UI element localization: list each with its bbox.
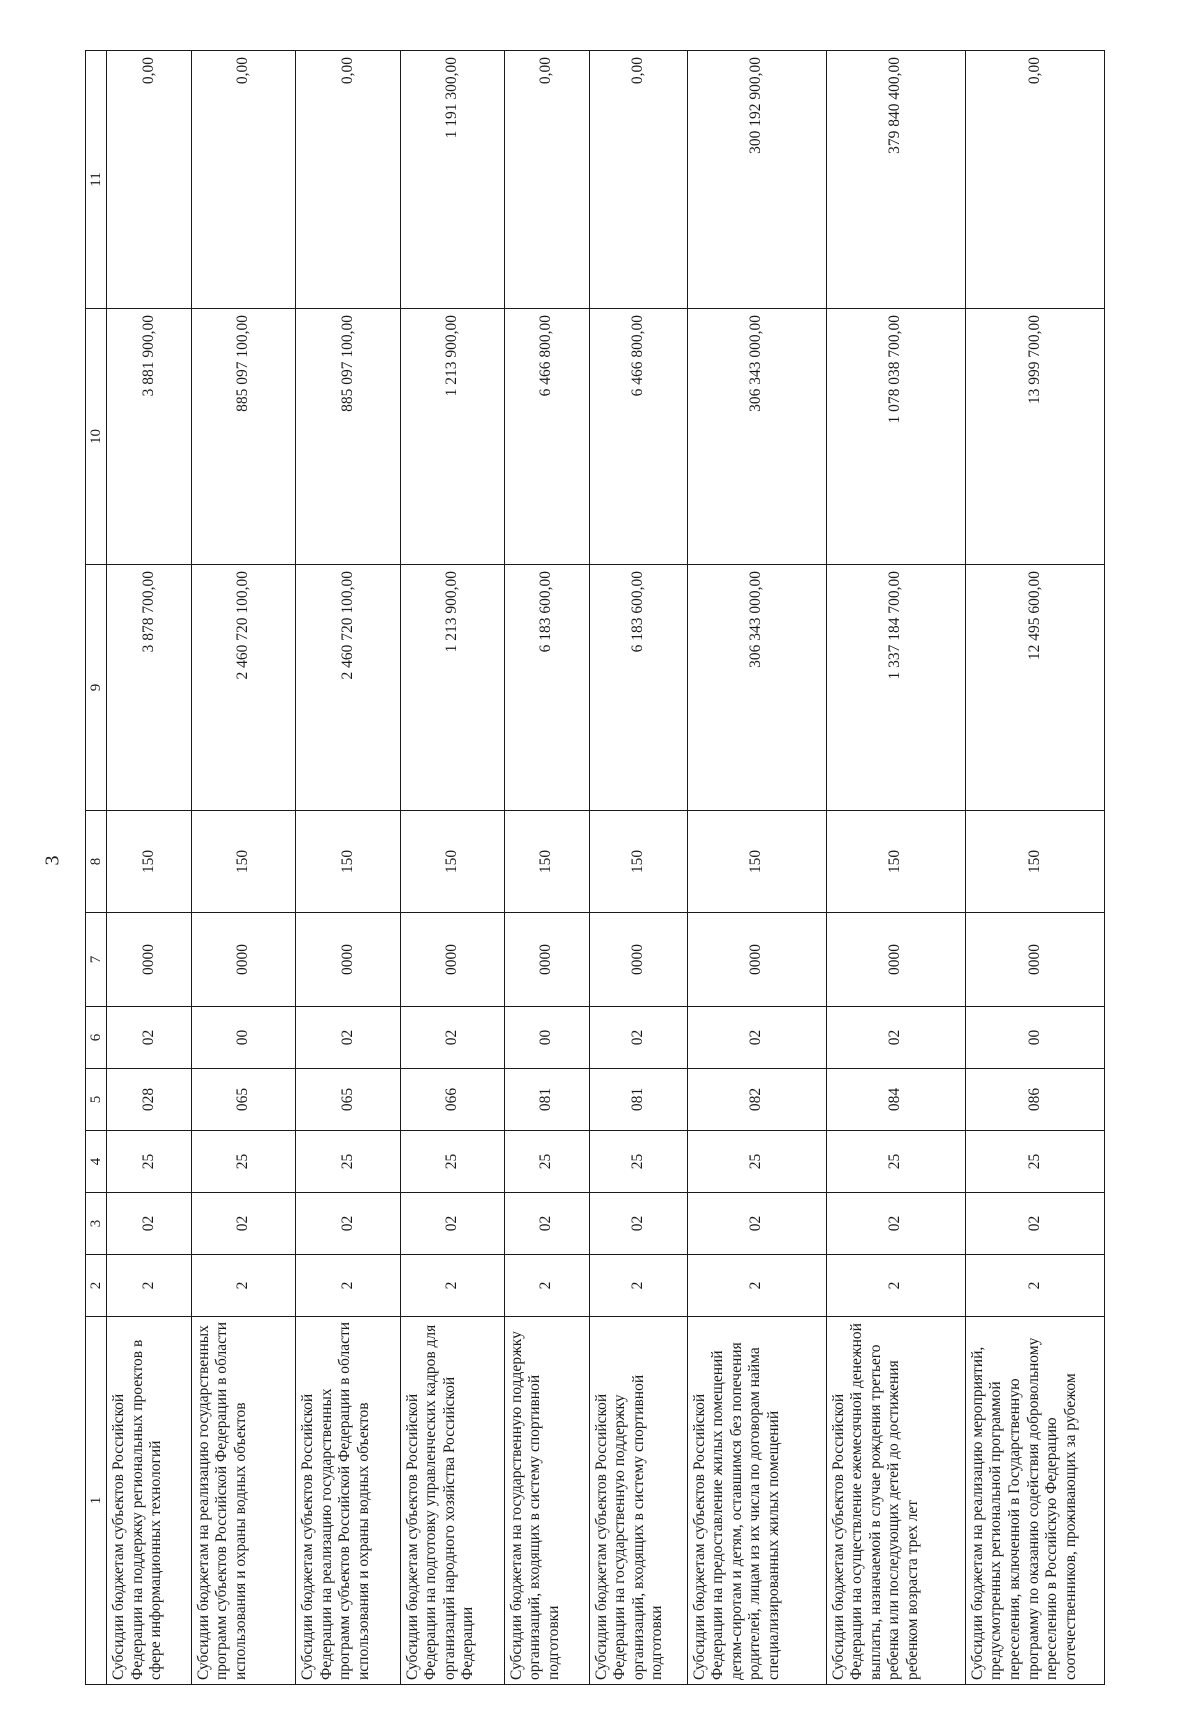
code-cell: 02 [965, 1193, 1104, 1255]
code-cell: 25 [400, 1131, 504, 1193]
code-cell: 00 [965, 1007, 1104, 1069]
header-cell: 8 [86, 811, 107, 913]
row-description: Субсидии бюджетам субъектов Российской Федерации на государственную поддержку организаций, входящих в систему спортивной подготовки [589, 1317, 687, 1685]
code-cell: 02 [826, 1193, 965, 1255]
row-description: Субсидии бюджетам субъектов Российской Федерации на предоставление жилых помещений детям-сиротам и детям, оставшимся без попечения родителей, лицам из их числа по договорам найма специализированных жилых помещений [687, 1317, 826, 1685]
amount-cell: 6 183 600,00 [589, 565, 687, 811]
code-cell: 02 [589, 1007, 687, 1069]
code-cell: 150 [504, 811, 589, 913]
code-cell: 2 [191, 1255, 295, 1317]
code-cell: 02 [400, 1193, 504, 1255]
code-cell: 00 [504, 1007, 589, 1069]
amount-cell: 306 343 000,00 [687, 309, 826, 565]
amount-cell: 885 097 100,00 [191, 309, 295, 565]
budget-table-rotated [85, 51, 1105, 1685]
code-cell: 150 [107, 811, 192, 913]
table-row [965, 51, 1104, 1685]
amount-cell: 300 192 900,00 [687, 51, 826, 309]
amount-cell: 0,00 [296, 51, 400, 309]
table-row [826, 51, 965, 1685]
header-cell: 11 [86, 51, 107, 309]
table-row [191, 51, 295, 1685]
table-row [107, 51, 192, 1685]
row-description: Субсидии бюджетам субъектов Российской Федерации на реализацию государственных программ субъектов Российской Федерации в области использования и охраны водных объектов [296, 1317, 400, 1685]
code-cell: 2 [687, 1255, 826, 1317]
table-row [687, 51, 826, 1685]
code-cell: 25 [589, 1131, 687, 1193]
amount-cell: 3 878 700,00 [107, 565, 192, 811]
code-cell: 25 [296, 1131, 400, 1193]
code-cell: 150 [400, 811, 504, 913]
amount-cell: 1 191 300,00 [400, 51, 504, 309]
code-cell: 2 [589, 1255, 687, 1317]
code-cell: 02 [296, 1007, 400, 1069]
code-cell: 065 [191, 1069, 295, 1131]
amount-cell: 1 213 900,00 [400, 565, 504, 811]
row-description: Субсидии бюджетам субъектов Российской Федерации на подготовку управленческих кадров для организаций народного хозяйства Российской Федерации [400, 1317, 504, 1685]
header-row [86, 51, 107, 1685]
amount-cell: 0,00 [107, 51, 192, 309]
amount-cell: 1 078 038 700,00 [826, 309, 965, 565]
code-cell: 02 [191, 1193, 295, 1255]
amount-cell: 12 495 600,00 [965, 565, 1104, 811]
code-cell: 0000 [191, 913, 295, 1007]
amount-cell: 1 337 184 700,00 [826, 565, 965, 811]
row-description: Субсидии бюджетам на реализацию мероприятий, предусмотренных региональной программой переселения, включенной в Государственную программу по оказанию содействия добровольному переселению в Российскую Федерацию соотечественников, проживающих за рубежом [965, 1317, 1104, 1685]
code-cell: 0000 [504, 913, 589, 1007]
row-description: Субсидии бюджетам на государственную поддержку организаций, входящих в систему спортивной подготовки [504, 1317, 589, 1685]
code-cell: 2 [826, 1255, 965, 1317]
code-cell: 150 [826, 811, 965, 913]
code-cell: 25 [504, 1131, 589, 1193]
code-cell: 25 [687, 1131, 826, 1193]
amount-cell: 2 460 720 100,00 [191, 565, 295, 811]
amount-cell: 0,00 [191, 51, 295, 309]
code-cell: 0000 [589, 913, 687, 1007]
code-cell: 00 [191, 1007, 295, 1069]
header-cell: 5 [86, 1069, 107, 1131]
code-cell: 150 [296, 811, 400, 913]
amount-cell: 2 460 720 100,00 [296, 565, 400, 811]
code-cell: 2 [400, 1255, 504, 1317]
code-cell: 0000 [107, 913, 192, 1007]
amount-cell: 306 343 000,00 [687, 565, 826, 811]
budget-table [85, 50, 1105, 1685]
code-cell: 02 [400, 1007, 504, 1069]
row-description: Субсидии бюджетам субъектов Российской Федерации на поддержку региональных проектов в сфере информационных технологий [107, 1317, 192, 1685]
code-cell: 2 [107, 1255, 192, 1317]
row-description: Субсидии бюджетам субъектов Российской Федерации на осуществление ежемесячной денежной выплаты, назначаемой в случае рождения третьего ребенка или последующих детей до достижения ребенком возраста трех лет [826, 1317, 965, 1685]
amount-cell: 379 840 400,00 [826, 51, 965, 309]
table-header [86, 51, 107, 1685]
code-cell: 02 [826, 1007, 965, 1069]
code-cell: 150 [687, 811, 826, 913]
amount-cell: 0,00 [965, 51, 1104, 309]
code-cell: 02 [107, 1007, 192, 1069]
code-cell: 2 [296, 1255, 400, 1317]
code-cell: 02 [687, 1007, 826, 1069]
code-cell: 25 [191, 1131, 295, 1193]
table-body [107, 51, 1105, 1685]
amount-cell: 885 097 100,00 [296, 309, 400, 565]
table-row [589, 51, 687, 1685]
code-cell: 0000 [400, 913, 504, 1007]
code-cell: 2 [504, 1255, 589, 1317]
code-cell: 081 [504, 1069, 589, 1131]
code-cell: 082 [687, 1069, 826, 1131]
header-cell: 4 [86, 1131, 107, 1193]
amount-cell: 0,00 [589, 51, 687, 309]
header-cell: 3 [86, 1193, 107, 1255]
code-cell: 066 [400, 1069, 504, 1131]
header-cell: 6 [86, 1007, 107, 1069]
code-cell: 0000 [965, 913, 1104, 1007]
page-number: 3 [41, 855, 64, 866]
header-cell: 7 [86, 913, 107, 1007]
code-cell: 2 [965, 1255, 1104, 1317]
table-row [400, 51, 504, 1685]
table-row [296, 51, 400, 1685]
header-cell: 9 [86, 565, 107, 811]
code-cell: 150 [965, 811, 1104, 913]
code-cell: 081 [589, 1069, 687, 1131]
header-cell: 1 [86, 1317, 107, 1685]
amount-cell: 13 999 700,00 [965, 309, 1104, 565]
code-cell: 25 [826, 1131, 965, 1193]
code-cell: 0000 [826, 913, 965, 1007]
code-cell: 02 [687, 1193, 826, 1255]
header-cell: 2 [86, 1255, 107, 1317]
code-cell: 25 [107, 1131, 192, 1193]
amount-cell: 0,00 [504, 51, 589, 309]
code-cell: 02 [296, 1193, 400, 1255]
amount-cell: 1 213 900,00 [400, 309, 504, 565]
code-cell: 150 [589, 811, 687, 913]
code-cell: 25 [965, 1131, 1104, 1193]
code-cell: 150 [191, 811, 295, 913]
amount-cell: 3 881 900,00 [107, 309, 192, 565]
code-cell: 065 [296, 1069, 400, 1131]
code-cell: 028 [107, 1069, 192, 1131]
amount-cell: 6 183 600,00 [504, 565, 589, 811]
code-cell: 02 [504, 1193, 589, 1255]
code-cell: 0000 [296, 913, 400, 1007]
code-cell: 02 [589, 1193, 687, 1255]
code-cell: 0000 [687, 913, 826, 1007]
header-cell: 10 [86, 309, 107, 565]
code-cell: 084 [826, 1069, 965, 1131]
table-row [504, 51, 589, 1685]
amount-cell: 6 466 800,00 [589, 309, 687, 565]
code-cell: 02 [107, 1193, 192, 1255]
code-cell: 086 [965, 1069, 1104, 1131]
amount-cell: 6 466 800,00 [504, 309, 589, 565]
row-description: Субсидии бюджетам на реализацию государственных программ субъектов Российской Федерации в области использования и охраны водных объектов [191, 1317, 295, 1685]
